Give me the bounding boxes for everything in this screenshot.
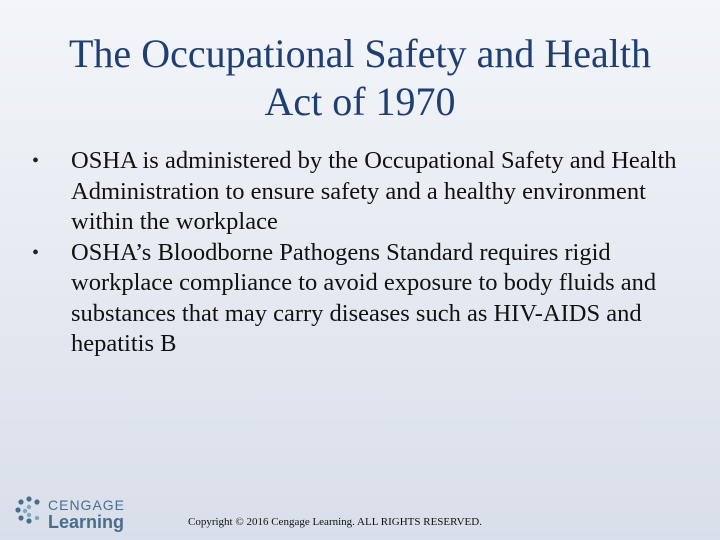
bullet-text: OSHA’s Bloodborne Pathogens Standard requires rigid workplace compliance to avoid exposure to body fluids and substances that may carry diseases such as HIV-AIDS and hepatitis B (71, 238, 657, 357)
bullet-list (32, 146, 692, 360)
cengage-learning-logo (14, 495, 164, 535)
slide-title-line-1: The Occupational Safety and Health (69, 31, 651, 76)
cengage-logo-icon (14, 495, 44, 529)
logo-wordmark-top: CENGAGE (48, 497, 126, 513)
slide-title-line-2: Act of 1970 (264, 79, 456, 124)
bullet-text: OSHA is administered by the Occupational Safety and Health Administration to ensure safety and a healthy environment within the workplace (71, 147, 677, 235)
bullet-marker: • (32, 241, 40, 264)
bullet-item-bloodborne-pathogens (32, 238, 692, 360)
copyright-notice: Copyright © 2016 Cengage Learning. ALL RIGHTS RESERVED. (188, 516, 482, 528)
bullet-item-osha-administration (32, 146, 692, 238)
logo-wordmark-bottom: Learning (48, 512, 125, 532)
slide-title (20, 30, 700, 126)
bullet-marker: • (32, 150, 40, 172)
